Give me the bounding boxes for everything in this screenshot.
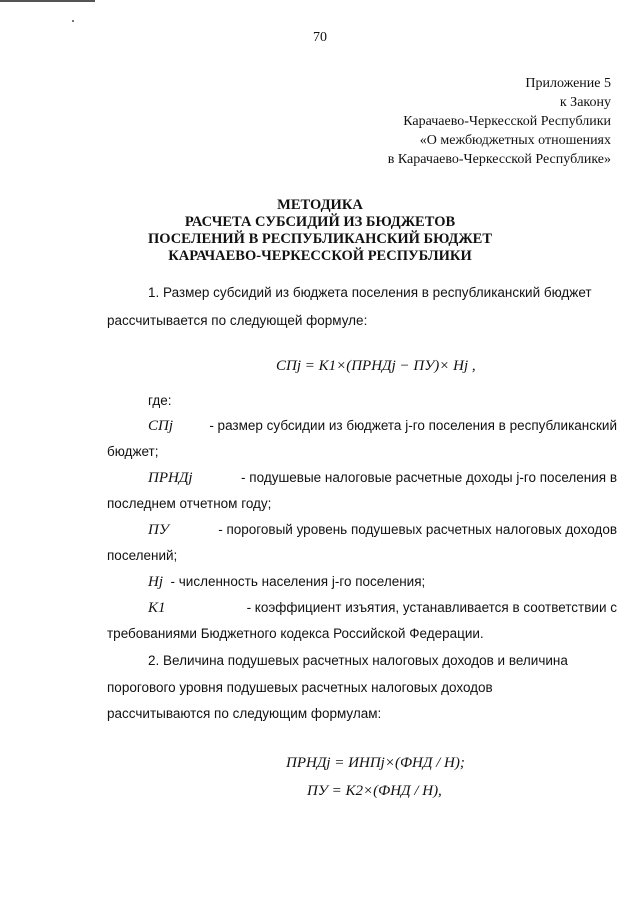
formula-subsidy: СПj = К1×(ПРНДj − ПУ)× Нj , <box>276 358 476 374</box>
symbol-prndj: ПРНДj <box>148 470 193 486</box>
definition-text: - численность населения j-го поселения; <box>170 574 426 589</box>
definition-spj-cont: бюджет; <box>107 444 159 459</box>
definition-pu-cont: поселений; <box>107 548 178 563</box>
definition-pu <box>148 522 617 539</box>
title-line: КАРАЧАЕВО-ЧЕРКЕССКОЙ РЕСПУБЛИКИ <box>168 248 472 264</box>
formula-prndj: ПРНДj = ИНПj×(ФНД / Н); <box>286 755 465 771</box>
symbol-k1: К1 <box>148 600 166 616</box>
document-title <box>0 197 640 265</box>
symbol-pu: ПУ <box>148 522 169 538</box>
appendix-line: «О межбюджетных отношениях <box>419 133 611 148</box>
definition-k1 <box>148 600 617 617</box>
page-number: 70 <box>313 30 327 45</box>
definition-text: - подушевые налоговые расчетные доходы j-го поселения в <box>241 470 617 485</box>
definition-text: - коэффициент изъятия, устанавливается в соответствии с <box>246 600 617 615</box>
paragraph-1-line-2: рассчитывается по следующей формуле: <box>107 313 368 328</box>
definition-text: - пороговый уровень подушевых расчетных налоговых доходов <box>218 522 617 537</box>
appendix-line: в Карачаево-Черкесской Республике» <box>387 152 611 167</box>
definition-spj <box>148 418 617 435</box>
definition-nj <box>148 574 640 591</box>
paragraph-1-line-1: 1. Размер субсидий из бюджета поселения в республиканский бюджет <box>148 285 592 300</box>
symbol-spj: СПj <box>148 418 174 434</box>
title-line: ПОСЕЛЕНИЙ В РЕСПУБЛИКАНСКИЙ БЮДЖЕТ <box>147 231 493 247</box>
appendix-line: Карачаево-Черкесской Республики <box>403 114 611 129</box>
paragraph-2-line-2: порогового уровня подушевых расчетных налоговых доходов <box>107 680 493 695</box>
definition-prndj <box>148 470 617 487</box>
appendix-header <box>388 74 611 169</box>
definition-text: - размер субсидии из бюджета j-го поселения в республиканский <box>209 418 617 433</box>
title-line: РАСЧЕТА СУБСИДИЙ ИЗ БЮДЖЕТОВ <box>184 214 456 230</box>
paragraph-2-line-3: рассчитываются по следующим формулам: <box>107 706 382 721</box>
definition-k1-cont: требованиями Бюджетного кодекса Российской Федерации. <box>107 626 484 641</box>
formula-pu: ПУ = К2×(ФНД / Н), <box>307 783 442 799</box>
appendix-line: к Закону <box>559 95 611 110</box>
scan-artifact-dot <box>72 20 74 22</box>
title-line: МЕТОДИКА <box>277 197 363 213</box>
where-label: где: <box>148 393 172 408</box>
symbol-nj: Нj <box>148 574 163 590</box>
appendix-line: Приложение 5 <box>525 76 611 91</box>
scan-artifact <box>0 0 95 2</box>
paragraph-2-line-1: 2. Величина подушевых расчетных налоговых доходов и величина <box>148 653 568 668</box>
definition-prndj-cont: последнем отчетном году; <box>107 496 272 511</box>
